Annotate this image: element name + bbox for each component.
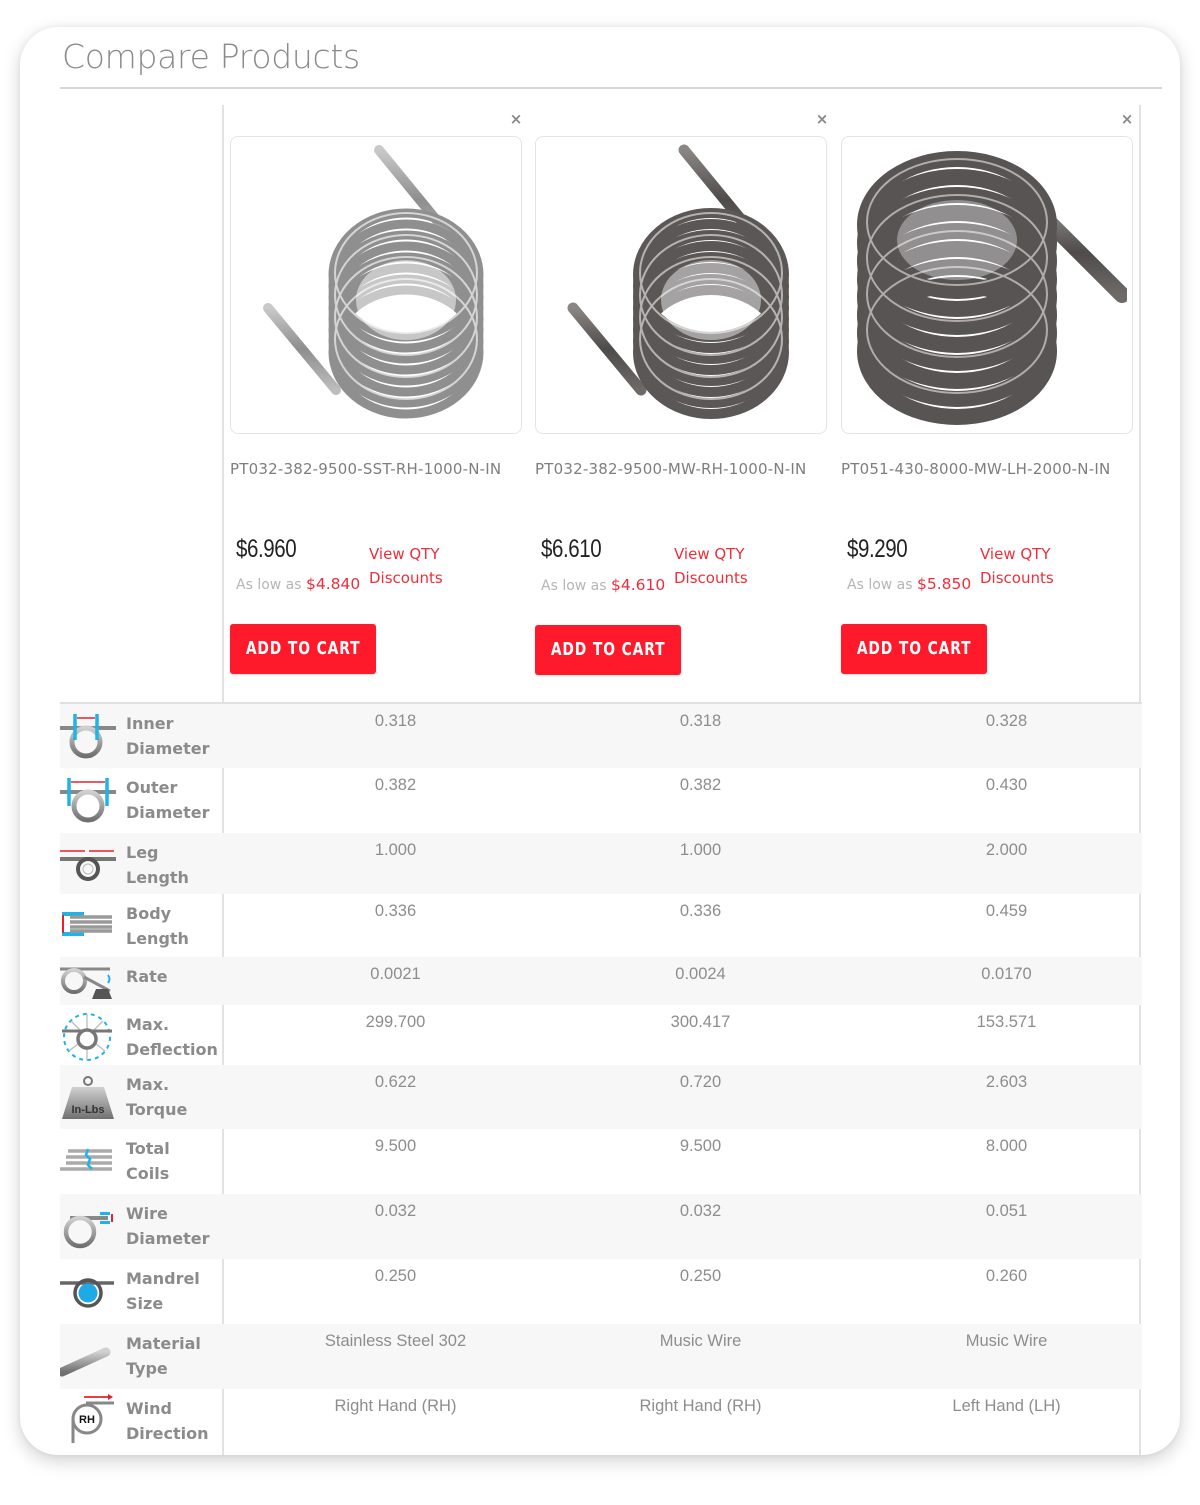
view-qty-discounts-link[interactable] — [369, 542, 443, 590]
spec-label: Body Length — [126, 904, 189, 948]
spec-value: 1.000 — [679, 841, 722, 859]
torsion-spring-image — [236, 140, 516, 430]
as-low-as-value: $4.610 — [611, 576, 666, 594]
qty-link-line2: Discounts — [369, 569, 443, 587]
outer-diameter-icon — [60, 772, 116, 824]
total-coils-icon — [60, 1133, 116, 1185]
remove-product-button[interactable]: × — [815, 110, 829, 128]
spec-value: 0.032 — [679, 1202, 722, 1220]
spec-label: Material Type — [126, 1334, 201, 1378]
spec-value: 0.0170 — [981, 965, 1032, 983]
spec-value: 153.571 — [976, 1013, 1037, 1031]
spec-value: 0.0021 — [370, 965, 421, 983]
spec-row-wire-diameter — [60, 1194, 1142, 1259]
spec-label: Rate — [126, 967, 168, 986]
spec-value: Right Hand (RH) — [639, 1397, 762, 1415]
spec-value: 0.382 — [679, 776, 722, 794]
spec-value: 9.500 — [679, 1137, 722, 1155]
spec-value: 0.250 — [374, 1267, 417, 1285]
product-price: $6.960 — [236, 535, 297, 563]
qty-link-line1: View QTY — [674, 545, 745, 563]
spec-value: 0.032 — [374, 1202, 417, 1220]
as-low-as-value: $4.840 — [306, 575, 361, 593]
qty-link-line2: Discounts — [980, 569, 1054, 587]
spec-label: Max. Deflection — [126, 1015, 218, 1059]
as-low-as-label: As low as — [847, 577, 913, 593]
product-sku[interactable]: PT051-430-8000-MW-LH-2000-N-IN — [841, 460, 1111, 478]
spec-value: 0.318 — [679, 712, 722, 730]
product-image[interactable] — [535, 136, 827, 434]
as-low-as-label: As low as — [541, 578, 607, 594]
spec-row-max-deflection — [60, 1005, 1142, 1065]
spec-value: 0.051 — [985, 1202, 1028, 1220]
product-sku[interactable]: PT032-382-9500-SST-RH-1000-N-IN — [230, 460, 502, 478]
leg-length-icon — [60, 837, 116, 889]
view-qty-discounts-link[interactable] — [980, 542, 1054, 590]
add-to-cart-button[interactable]: ADD TO CART — [841, 624, 987, 674]
as-low-as-label: As low as — [236, 577, 302, 593]
spec-value: 0.0024 — [675, 965, 726, 983]
product-image[interactable] — [230, 136, 522, 434]
spec-row-wind-direction — [60, 1389, 1142, 1455]
wind-direction-icon — [60, 1393, 116, 1445]
as-low-as-price — [236, 575, 360, 593]
svg-text:RH: RH — [79, 1414, 95, 1426]
spec-value: Stainless Steel 302 — [324, 1332, 467, 1350]
spec-label: Wire Diameter — [126, 1204, 210, 1248]
add-to-cart-button[interactable]: ADD TO CART — [230, 624, 376, 674]
product-price: $6.610 — [541, 535, 602, 563]
remove-product-button[interactable]: × — [1120, 110, 1134, 128]
spec-value: 8.000 — [985, 1137, 1028, 1155]
spec-value: 0.336 — [679, 902, 722, 920]
spec-value: 0.328 — [985, 712, 1028, 730]
spec-value: 0.260 — [985, 1267, 1028, 1285]
spec-label: Inner Diameter — [126, 714, 210, 758]
spec-value: 2.603 — [985, 1073, 1028, 1091]
spec-label: Mandrel Size — [126, 1269, 200, 1313]
spec-value: 0.720 — [679, 1073, 722, 1091]
compare-products-panel — [20, 27, 1180, 1455]
page-title: Compare Products — [62, 37, 360, 76]
material-type-icon — [60, 1328, 116, 1380]
spec-value: 300.417 — [670, 1013, 731, 1031]
spec-row-material-type — [60, 1324, 1142, 1389]
spec-value: 0.382 — [374, 776, 417, 794]
spec-value: 0.250 — [679, 1267, 722, 1285]
spec-row-mandrel-size — [60, 1259, 1142, 1324]
spec-row-max-torque — [60, 1065, 1142, 1129]
max-deflection-icon — [60, 1009, 116, 1061]
qty-link-line1: View QTY — [369, 545, 440, 563]
rate-icon — [60, 955, 116, 1007]
as-low-as-price — [541, 576, 665, 594]
qty-link-line2: Discounts — [674, 569, 748, 587]
max-torque-icon — [60, 1069, 116, 1121]
spec-row-leg-length — [60, 833, 1142, 894]
spec-value: 0.318 — [374, 712, 417, 730]
add-to-cart-button[interactable]: ADD TO CART — [535, 625, 681, 675]
product-image[interactable] — [841, 136, 1133, 434]
spec-value: Right Hand (RH) — [334, 1397, 457, 1415]
spec-row-outer-diameter — [60, 768, 1142, 833]
spec-value: 0.459 — [985, 902, 1028, 920]
spec-value: Music Wire — [965, 1332, 1048, 1350]
svg-text:In-Lbs: In-Lbs — [71, 1104, 105, 1116]
spec-value: 0.622 — [374, 1073, 417, 1091]
spec-label: Max. Torque — [126, 1075, 188, 1119]
view-qty-discounts-link[interactable] — [674, 542, 748, 590]
spec-value: Left Hand (LH) — [952, 1397, 1061, 1415]
spec-row-body-length — [60, 894, 1142, 957]
spec-value: 299.700 — [365, 1013, 426, 1031]
spec-row-inner-diameter — [60, 704, 1142, 768]
remove-product-button[interactable]: × — [509, 110, 523, 128]
spec-row-rate — [60, 957, 1142, 1005]
as-low-as-value: $5.850 — [917, 575, 972, 593]
torsion-spring-image — [541, 140, 821, 430]
spec-value: 2.000 — [985, 841, 1028, 859]
spec-label: Wind Direction — [126, 1399, 209, 1443]
spec-row-total-coils — [60, 1129, 1142, 1194]
spec-label: Outer Diameter — [126, 778, 210, 822]
as-low-as-price — [847, 575, 971, 593]
product-sku[interactable]: PT032-382-9500-MW-RH-1000-N-IN — [535, 460, 807, 478]
spec-value: 1.000 — [374, 841, 417, 859]
torsion-spring-image — [847, 140, 1127, 430]
body-length-icon — [60, 898, 116, 950]
title-divider — [60, 87, 1162, 89]
spec-value: 0.336 — [374, 902, 417, 920]
wire-diameter-icon — [60, 1198, 116, 1250]
spec-value: Music Wire — [659, 1332, 742, 1350]
spec-label: Leg Length — [126, 843, 189, 887]
qty-link-line1: View QTY — [980, 545, 1051, 563]
product-price: $9.290 — [847, 535, 908, 563]
inner-diameter-icon — [60, 708, 116, 760]
mandrel-size-icon — [60, 1263, 116, 1315]
spec-value: 0.430 — [985, 776, 1028, 794]
spec-value: 9.500 — [374, 1137, 417, 1155]
spec-label: Total Coils — [126, 1139, 170, 1183]
